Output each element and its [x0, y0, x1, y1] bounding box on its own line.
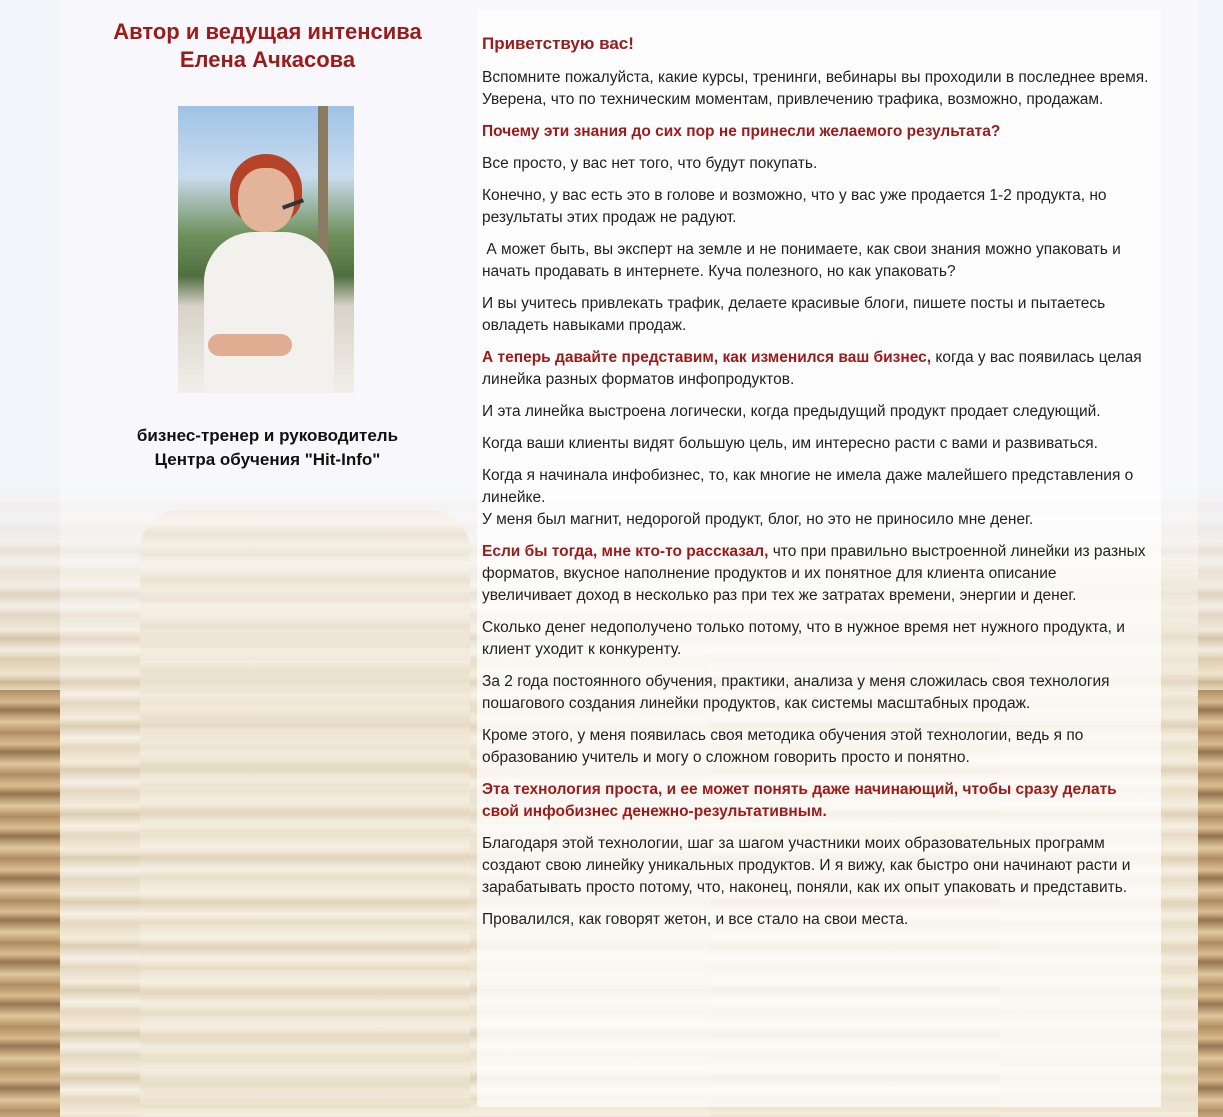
- role-line2: Центра обучения "Hit-Info": [154, 450, 381, 469]
- paragraph: Сколько денег недополучено только потому, что в нужное время нет нужного продукта, и клиент уходит к конкуренту.: [482, 619, 1125, 658]
- photo-dress: [204, 232, 334, 393]
- coins-background-right: [1198, 690, 1223, 1117]
- paragraph-text: Уверена, что по техническим моментам, привлечению трафика, возможно, продажам.: [482, 91, 1104, 108]
- paragraph: И эта линейка выстроена логически, когда предыдущий продукт продает следующий.: [482, 403, 1101, 420]
- highlight-text: А теперь давайте представим, как изменился ваш бизнес,: [482, 349, 932, 366]
- photo-face: [238, 168, 294, 232]
- question-heading: Почему эти знания до сих пор не принесли желаемого результата?: [482, 123, 1001, 140]
- paragraph: Когда ваши клиенты видят большую цель, им интересно расти с вами и развиваться.: [482, 435, 1098, 452]
- paragraph-text: что при правильно выстроенной линейки из разных форматов, вкусное наполнение продуктов и их понятное для клиента описание увеличивает доход в несколько раз при тех же затратах времени, энергии и денег.: [482, 543, 1146, 604]
- greeting: Приветствую вас!: [482, 34, 634, 53]
- paragraph: Кроме этого, у меня появилась своя методика обучения этой технологии, ведь я по образованию учитель и могу о сложном говорить просто и понятно.: [482, 727, 1084, 766]
- highlight-text: Если бы тогда, мне кто-то рассказал,: [482, 543, 769, 560]
- photo-arm: [208, 334, 292, 356]
- paragraph-text: Когда я начинала инфобизнес, то, как многие не имела даже малейшего представления о линейке.: [482, 467, 1134, 506]
- paragraph: [482, 67, 1151, 111]
- paragraph: Благодаря этой технологии, шаг за шагом участники моих образовательных программ создают свою линейку уникальных продуктов. И я вижу, как быстро они начинают расти и зарабатывать просто потому, что, наконец, поняли, как их опыт упаковать и представить.: [482, 835, 1131, 896]
- author-sidebar: [60, 0, 475, 469]
- highlight-paragraph: Эта технология проста, и ее может понять даже начинающий, чтобы сразу делать свой инфобизнес денежно-результативным.: [482, 781, 1117, 820]
- paragraph: [482, 541, 1151, 607]
- author-heading-line1: Автор и ведущая интенсива: [113, 19, 422, 44]
- paragraph: Провалился, как говорят жетон, и все стало на свои места.: [482, 911, 909, 928]
- paragraph: Все просто, у вас нет того, что будут покупать.: [482, 155, 818, 172]
- coins-background-left: [0, 690, 60, 1117]
- paragraph-text: У меня был магнит, недорогой продукт, блог, но это не приносило мне денег.: [482, 511, 1034, 528]
- article-content: [477, 10, 1161, 1107]
- paragraph-text: когда у вас появилась целая линейка разных форматов инфопродуктов.: [482, 349, 1142, 388]
- paragraph: [482, 465, 1151, 531]
- paragraph: [482, 347, 1151, 391]
- paragraph-text: Вспомните пожалуйста, какие курсы, тренинги, вебинары вы проходили в последнее время.: [482, 69, 1149, 86]
- paragraph: И вы учитесь привлекать трафик, делаете красивые блоги, пишете посты и пытаетесь овладеть навыками продаж.: [482, 295, 1106, 334]
- paragraph: А может быть, вы эксперт на земле и не понимаете, как свои знания можно упаковать и начать продавать в интернете. Куча полезного, но как упаковать?: [482, 241, 1126, 280]
- author-name: Елена Ачкасова: [179, 47, 356, 72]
- author-heading: [60, 18, 475, 74]
- role-line1: бизнес-тренер и руководитель: [136, 426, 399, 445]
- author-role: [60, 424, 475, 472]
- paragraph: Конечно, у вас есть это в голове и возможно, что у вас уже продается 1-2 продукта, но результаты этих продаж не радуют.: [482, 187, 1107, 226]
- paragraph: За 2 года постоянного обучения, практики, анализа у меня сложилась своя технология пошагового создания линейки продуктов, как системы масштабных продаж.: [482, 673, 1110, 712]
- author-photo: [178, 106, 354, 393]
